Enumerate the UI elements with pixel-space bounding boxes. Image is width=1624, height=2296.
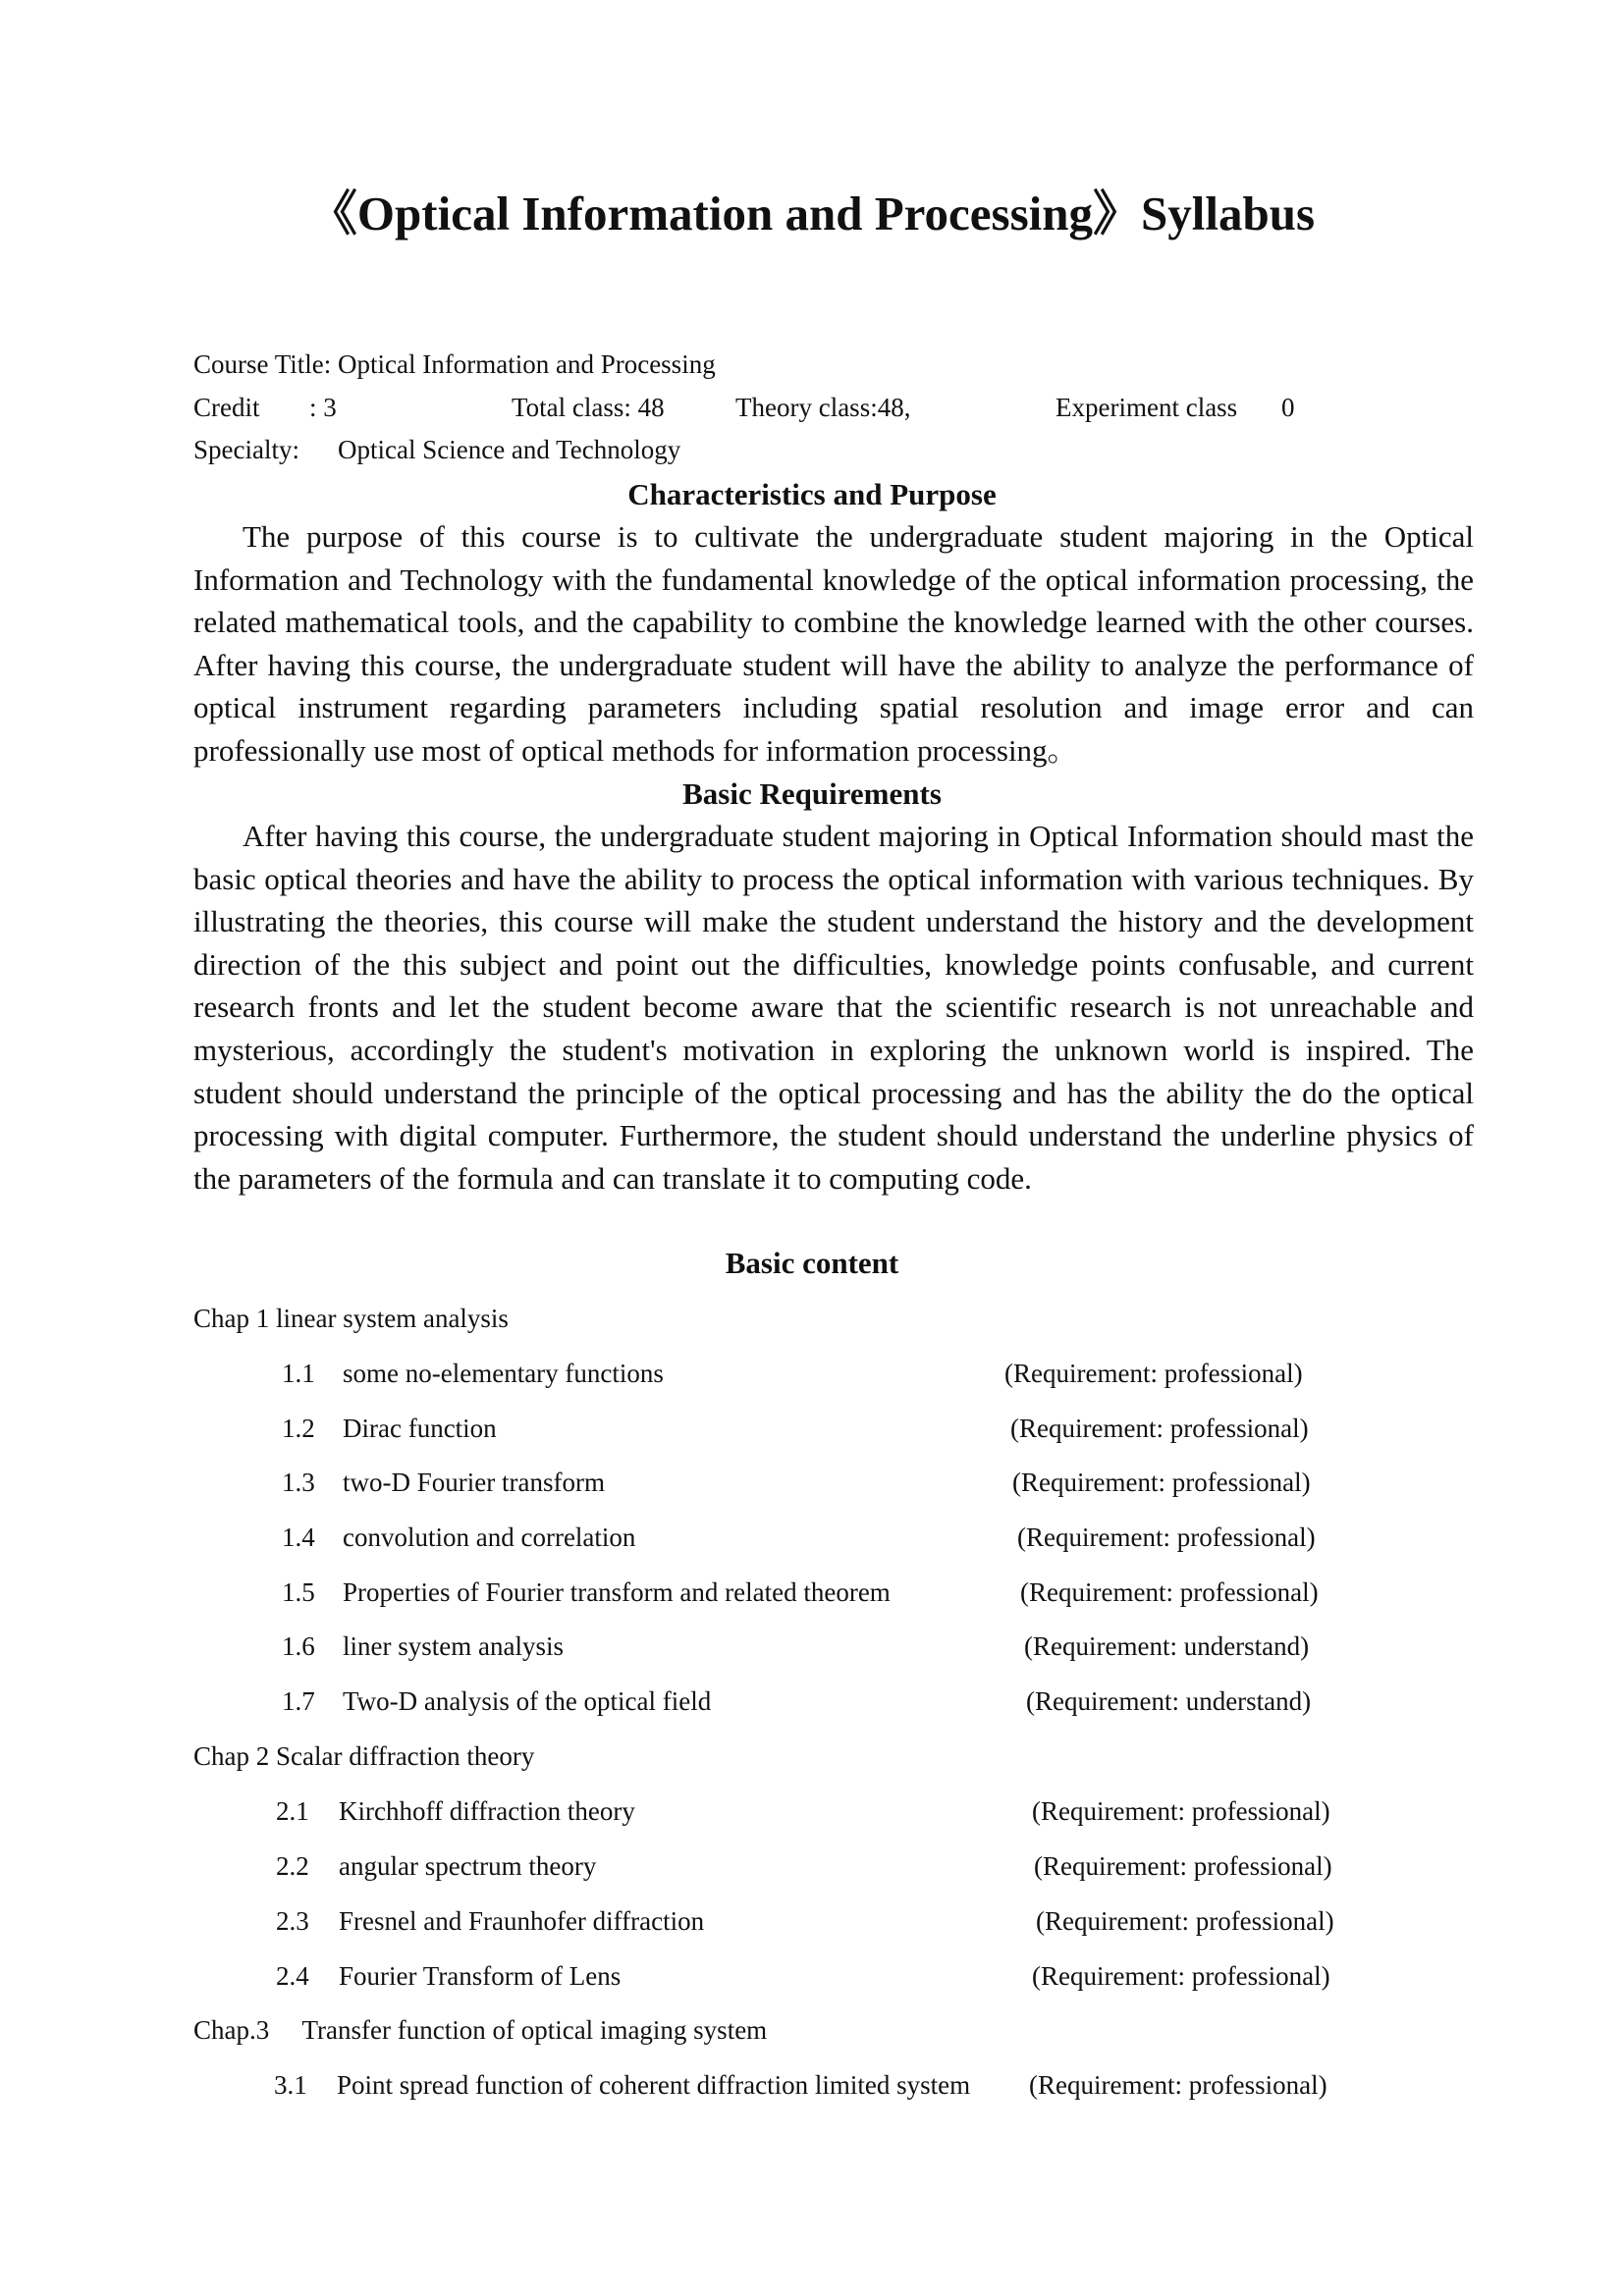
item-number: 1.5 [282, 1577, 315, 1607]
course-title: Course Title: Optical Information and Processing [193, 349, 716, 379]
requirements-heading: Basic Requirements [682, 776, 942, 811]
item-name: Two-D analysis of the optical field [343, 1686, 712, 1716]
specialty-value: Optical Science and Technology [338, 435, 681, 464]
item-requirement: (Requirement: professional) [1010, 1414, 1309, 1443]
item-name: liner system analysis [343, 1631, 564, 1661]
item-name: Point spread function of coherent diffraction limited system [337, 2070, 971, 2100]
item-name: some no-elementary functions [343, 1359, 664, 1388]
item-number: 1.1 [282, 1359, 315, 1388]
experiment-class-label: Experiment class [1056, 393, 1238, 422]
item-name: Properties of Fourier transform and related theorem [343, 1577, 891, 1607]
item-number: 2.2 [276, 1851, 309, 1881]
item-requirement: (Requirement: professional) [1032, 1796, 1330, 1826]
item-requirement: (Requirement: professional) [1012, 1468, 1311, 1497]
credit-label: Credit [193, 393, 260, 422]
item-name: Fresnel and Fraunhofer diffraction [339, 1906, 705, 1936]
item-name: convolution and correlation [343, 1522, 636, 1552]
total-class: Total class: 48 [512, 393, 665, 422]
item-requirement: (Requirement: professional) [1036, 1906, 1334, 1936]
chapter-2-title: Chap 2 Scalar diffraction theory [193, 1741, 535, 1771]
characteristics-paragraph: The purpose of this course is to cultivate the undergraduate student majoring in the Optical Information and Technology with the fundamental knowledge of the optical information processing, the related mathematical tools, and the capability to combine the knowledge learned with the other courses. After having this course, the undergraduate student will have the ability to analyze the performance of optical instrument regarding parameters including spatial resolution and image error and can professionally use most of optical methods for information processing。 [193, 519, 1474, 768]
item-requirement: (Requirement: professional) [1004, 1359, 1303, 1388]
item-number: 2.4 [276, 1961, 309, 1991]
item-number: 3.1 [274, 2070, 307, 2100]
specialty-label: Specialty: [193, 435, 299, 464]
item-requirement: (Requirement: professional) [1017, 1522, 1316, 1552]
requirements-paragraph: After having this course, the undergraduate student majoring in Optical Information should mast the basic optical theories and have the ability to process the optical information with various techniques. By illustrating the theories, this course will make the student understand the history and the development direction of the this subject and point out the difficulties, knowledge points confusable, and current research fronts and let the student become aware that the scientific research is not unreachable and mysterious, accordingly the student's motivation in exploring the unknown world is inspired. The student should understand the principle of the optical processing and has the ability the do the optical processing with digital computer. Furthermore, the student should understand the underline physics of the parameters of the formula and can translate it to computing code. [193, 819, 1474, 1196]
item-requirement: (Requirement: professional) [1029, 2070, 1327, 2100]
item-name: angular spectrum theory [339, 1851, 597, 1881]
characteristics-heading: Characteristics and Purpose [627, 477, 997, 511]
item-name: two-D Fourier transform [343, 1468, 605, 1497]
item-number: 1.3 [282, 1468, 315, 1497]
item-requirement: (Requirement: understand) [1026, 1686, 1312, 1716]
experiment-class-value: 0 [1281, 393, 1295, 422]
item-requirement: (Requirement: professional) [1034, 1851, 1332, 1881]
chapter-1-title: Chap 1 linear system analysis [193, 1304, 509, 1333]
theory-class: Theory class:48, [735, 393, 911, 422]
chapter-3-title: Chap.3 Transfer function of optical imaging system [193, 2015, 768, 2045]
item-name: Kirchhoff diffraction theory [339, 1796, 635, 1826]
item-number: 1.2 [282, 1414, 315, 1443]
item-name: Dirac function [343, 1414, 497, 1443]
item-requirement: (Requirement: understand) [1024, 1631, 1310, 1661]
item-number: 2.3 [276, 1906, 309, 1936]
item-number: 2.1 [276, 1796, 309, 1826]
item-name: Fourier Transform of Lens [339, 1961, 622, 1991]
item-number: 1.6 [282, 1631, 315, 1661]
content-heading: Basic content [725, 1246, 899, 1280]
page-title: 《Optical Information and Processing》Syllabus [308, 187, 1316, 240]
item-number: 1.4 [282, 1522, 315, 1552]
item-requirement: (Requirement: professional) [1020, 1577, 1319, 1607]
credit-value: : 3 [309, 393, 337, 422]
item-number: 1.7 [282, 1686, 315, 1716]
item-requirement: (Requirement: professional) [1032, 1961, 1330, 1991]
